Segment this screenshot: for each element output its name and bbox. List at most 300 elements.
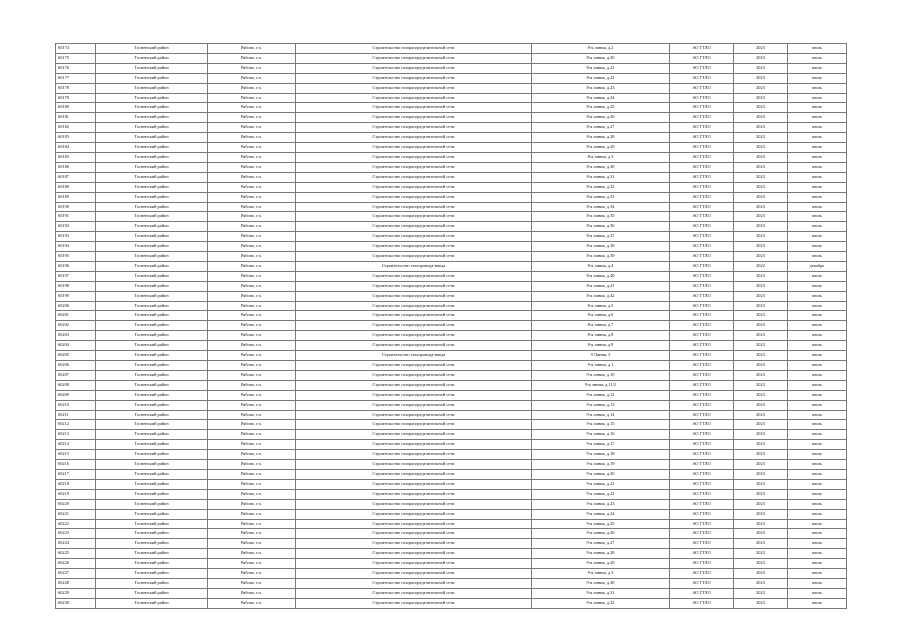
month-cell: июль <box>788 341 847 351</box>
month-cell: июль <box>788 529 847 539</box>
address-cell: 9-я линия, д.21 <box>532 479 670 489</box>
year-cell: 2023 <box>734 549 788 559</box>
year-cell: 2022 <box>734 261 788 271</box>
locality-cell: Рябово, г.п. <box>208 271 296 281</box>
record-id-cell: 60180 <box>56 103 96 113</box>
locality-cell: Рябово, г.п. <box>208 152 296 162</box>
organization-cell: АО ГТЛО <box>670 311 734 321</box>
month-cell: июль <box>788 420 847 430</box>
work-type-cell: Строительство газораспределительной сети <box>296 440 532 450</box>
month-cell: июль <box>788 400 847 410</box>
organization-cell: АО ГТЛО <box>670 113 734 123</box>
year-cell: 2023 <box>734 569 788 579</box>
locality-cell: Рябово, г.п. <box>208 529 296 539</box>
locality-cell: Рябово, г.п. <box>208 172 296 182</box>
district-cell: Тосненский район <box>96 410 208 420</box>
address-cell: 9-я линия, д.19 <box>532 460 670 470</box>
address-cell: 8-я линия, д.32 <box>532 182 670 192</box>
address-cell: 8-я линия, д.29 <box>532 143 670 153</box>
organization-cell: АО ГТЛО <box>670 539 734 549</box>
work-type-cell: Строительство газораспределительной сети <box>296 370 532 380</box>
work-type-cell: Строительство газораспределительной сети <box>296 242 532 252</box>
locality-cell: Рябово, г.п. <box>208 380 296 390</box>
year-cell: 2023 <box>734 162 788 172</box>
district-cell: Тосненский район <box>96 351 208 361</box>
work-type-cell: Строительство газораспределительной сети <box>296 162 532 172</box>
record-id-cell: 60206 <box>56 361 96 371</box>
address-cell: 9-я линия, д.11/2 <box>532 380 670 390</box>
address-cell: 8-я линия, д.7 <box>532 321 670 331</box>
year-cell: 2023 <box>734 222 788 232</box>
table-row <box>56 499 847 509</box>
locality-cell: Рябово, г.п. <box>208 321 296 331</box>
work-type-cell: Строительство газораспределительной сети <box>296 460 532 470</box>
year-cell: 2023 <box>734 331 788 341</box>
table-row <box>56 479 847 489</box>
table-row <box>56 341 847 351</box>
district-cell: Тосненский район <box>96 539 208 549</box>
table-row <box>56 143 847 153</box>
month-cell: июль <box>788 549 847 559</box>
record-id-cell: 60210 <box>56 400 96 410</box>
locality-cell: Рябово, г.п. <box>208 509 296 519</box>
district-cell: Тосненский район <box>96 162 208 172</box>
month-cell: июль <box>788 301 847 311</box>
work-type-cell: Строительство газораспределительной сети <box>296 202 532 212</box>
address-cell: 8-я линия, д.27 <box>532 123 670 133</box>
district-cell: Тосненский район <box>96 192 208 202</box>
organization-cell: АО ГТЛО <box>670 232 734 242</box>
record-id-cell: 60202 <box>56 321 96 331</box>
work-type-cell: Строительство газораспределительной сети <box>296 103 532 113</box>
table-row <box>56 133 847 143</box>
year-cell: 2023 <box>734 143 788 153</box>
locality-cell: Рябово, г.п. <box>208 113 296 123</box>
record-id-cell: 60201 <box>56 311 96 321</box>
district-cell: Тосненский район <box>96 489 208 499</box>
locality-cell: Рябово, г.п. <box>208 301 296 311</box>
record-id-cell: 60198 <box>56 281 96 291</box>
month-cell: июль <box>788 489 847 499</box>
organization-cell: АО ГТЛО <box>670 162 734 172</box>
work-type-cell: Строительство газораспределительной сети <box>296 252 532 262</box>
address-cell: 9-я линия, д.28 <box>532 549 670 559</box>
month-cell: июль <box>788 390 847 400</box>
year-cell: 2023 <box>734 370 788 380</box>
year-cell: 2023 <box>734 598 788 608</box>
record-id-cell: 60223 <box>56 529 96 539</box>
record-id-cell: 60189 <box>56 192 96 202</box>
month-cell: июль <box>788 351 847 361</box>
work-type-cell: Строительство газораспределительной сети <box>296 83 532 93</box>
locality-cell: Рябово, г.п. <box>208 430 296 440</box>
locality-cell: Рябово, г.п. <box>208 242 296 252</box>
table-row <box>56 559 847 569</box>
district-cell: Тосненский район <box>96 143 208 153</box>
year-cell: 2023 <box>734 559 788 569</box>
record-id-cell: 60191 <box>56 212 96 222</box>
record-id-cell: 60226 <box>56 559 96 569</box>
record-id-cell: 60230 <box>56 598 96 608</box>
address-cell: 8-я линия, д.42 <box>532 291 670 301</box>
work-type-cell: Строительство газораспределительной сети <box>296 361 532 371</box>
year-cell: 2023 <box>734 113 788 123</box>
organization-cell: АО ГТЛО <box>670 519 734 529</box>
organization-cell: АО ГТЛО <box>670 63 734 73</box>
table-row <box>56 519 847 529</box>
year-cell: 2023 <box>734 440 788 450</box>
year-cell: 2023 <box>734 281 788 291</box>
address-cell: 9-я линия, д.17 <box>532 440 670 450</box>
year-cell: 2023 <box>734 430 788 440</box>
district-cell: Тосненский район <box>96 113 208 123</box>
month-cell: июль <box>788 539 847 549</box>
address-cell: 8-я линия, д.5 <box>532 301 670 311</box>
table-row <box>56 83 847 93</box>
month-cell: июль <box>788 182 847 192</box>
record-id-cell: 60207 <box>56 370 96 380</box>
organization-cell: АО ГТЛО <box>670 440 734 450</box>
month-cell: июль <box>788 569 847 579</box>
locality-cell: Рябово, г.п. <box>208 450 296 460</box>
address-cell: 8-я линия, д.20 <box>532 53 670 63</box>
record-id-cell: 60220 <box>56 499 96 509</box>
table-row <box>56 529 847 539</box>
year-cell: 2023 <box>734 232 788 242</box>
work-type-cell: Строительство газораспределительной сети <box>296 232 532 242</box>
district-cell: Тосненский район <box>96 361 208 371</box>
address-cell: 8-я линия, д.4 <box>532 261 670 271</box>
month-cell: июль <box>788 380 847 390</box>
district-cell: Тосненский район <box>96 83 208 93</box>
year-cell: 2023 <box>734 390 788 400</box>
organization-cell: АО ГТЛО <box>670 53 734 63</box>
district-cell: Тосненский район <box>96 380 208 390</box>
table-row <box>56 123 847 133</box>
address-cell: 9-я линия, д.24 <box>532 509 670 519</box>
month-cell: декабрь <box>788 261 847 271</box>
locality-cell: Рябово, г.п. <box>208 598 296 608</box>
work-type-cell: Строительство газораспределительной сети <box>296 192 532 202</box>
work-type-cell: Строительство газораспределительной сети <box>296 172 532 182</box>
year-cell: 2023 <box>734 539 788 549</box>
year-cell: 2023 <box>734 301 788 311</box>
table-row <box>56 430 847 440</box>
organization-cell: АО ГТЛО <box>670 361 734 371</box>
district-cell: Тосненский район <box>96 519 208 529</box>
work-type-cell: Строительство газораспределительной сети <box>296 341 532 351</box>
record-id-cell: 60219 <box>56 489 96 499</box>
table-body <box>56 44 847 609</box>
table-row <box>56 281 847 291</box>
district-cell: Тосненский район <box>96 63 208 73</box>
locality-cell: Рябово, г.п. <box>208 103 296 113</box>
work-type-cell: Строительство газораспределительной сети <box>296 390 532 400</box>
organization-cell: АО ГТЛО <box>670 499 734 509</box>
locality-cell: Рябово, г.п. <box>208 559 296 569</box>
organization-cell: АО ГТЛО <box>670 569 734 579</box>
record-id-cell: 60203 <box>56 331 96 341</box>
record-id-cell: 60209 <box>56 390 96 400</box>
year-cell: 2023 <box>734 420 788 430</box>
organization-cell: АО ГТЛО <box>670 192 734 202</box>
address-cell: 9-я линия, д.31 <box>532 588 670 598</box>
year-cell: 2023 <box>734 192 788 202</box>
organization-cell: АО ГТЛО <box>670 390 734 400</box>
year-cell: 2023 <box>734 588 788 598</box>
record-id-cell: 60222 <box>56 519 96 529</box>
address-cell: 8-я линия, д.28 <box>532 133 670 143</box>
year-cell: 2023 <box>734 469 788 479</box>
locality-cell: Рябово, г.п. <box>208 93 296 103</box>
district-cell: Тосненский район <box>96 222 208 232</box>
district-cell: Тосненский район <box>96 578 208 588</box>
record-id-cell: 60185 <box>56 152 96 162</box>
district-cell: Тосненский район <box>96 321 208 331</box>
district-cell: Тосненский район <box>96 152 208 162</box>
locality-cell: Рябово, г.п. <box>208 351 296 361</box>
month-cell: июль <box>788 242 847 252</box>
locality-cell: Рябово, г.п. <box>208 73 296 83</box>
district-cell: Тосненский район <box>96 499 208 509</box>
year-cell: 2023 <box>734 172 788 182</box>
record-id-cell: 60218 <box>56 479 96 489</box>
address-cell: 9-я линия, д.20 <box>532 469 670 479</box>
locality-cell: Рябово, г.п. <box>208 341 296 351</box>
locality-cell: Рябово, г.п. <box>208 143 296 153</box>
district-cell: Тосненский район <box>96 133 208 143</box>
address-cell: 8-я линия, д.25 <box>532 103 670 113</box>
address-cell: 9-я линия, д.14 <box>532 410 670 420</box>
address-cell: 8-я линия, д.8 <box>532 331 670 341</box>
record-id-cell: 60216 <box>56 460 96 470</box>
record-id-cell: 60224 <box>56 539 96 549</box>
table-row <box>56 489 847 499</box>
organization-cell: АО ГТЛО <box>670 172 734 182</box>
month-cell: июль <box>788 578 847 588</box>
record-id-cell: 60196 <box>56 261 96 271</box>
locality-cell: Рябово, г.п. <box>208 370 296 380</box>
district-cell: Тосненский район <box>96 450 208 460</box>
district-cell: Тосненский район <box>96 261 208 271</box>
year-cell: 2023 <box>734 44 788 54</box>
locality-cell: Рябово, г.п. <box>208 460 296 470</box>
table-row <box>56 53 847 63</box>
work-type-cell: Строительство газопровода-ввода <box>296 261 532 271</box>
table-row <box>56 222 847 232</box>
work-type-cell: Строительство газораспределительной сети <box>296 539 532 549</box>
table-row <box>56 410 847 420</box>
record-id-cell: 60204 <box>56 341 96 351</box>
locality-cell: Рябово, г.п. <box>208 479 296 489</box>
locality-cell: Рябово, г.п. <box>208 44 296 54</box>
locality-cell: Рябово, г.п. <box>208 123 296 133</box>
table-row <box>56 172 847 182</box>
address-cell: 9-я линия, д.23 <box>532 499 670 509</box>
table-row <box>56 44 847 54</box>
month-cell: июль <box>788 281 847 291</box>
address-cell: 9-я линия, д.3 <box>532 569 670 579</box>
year-cell: 2023 <box>734 450 788 460</box>
work-type-cell: Строительство газораспределительной сети <box>296 281 532 291</box>
address-cell: 9-я линия, д.15 <box>532 420 670 430</box>
organization-cell: АО ГТЛО <box>670 588 734 598</box>
year-cell: 2023 <box>734 103 788 113</box>
year-cell: 2023 <box>734 410 788 420</box>
month-cell: июль <box>788 410 847 420</box>
address-cell: 9-я линия, д.26 <box>532 529 670 539</box>
address-cell: 9-я линия, д.29 <box>532 559 670 569</box>
year-cell: 2023 <box>734 291 788 301</box>
locality-cell: Рябово, г.п. <box>208 182 296 192</box>
organization-cell: АО ГТЛО <box>670 182 734 192</box>
year-cell: 2023 <box>734 212 788 222</box>
organization-cell: АО ГТЛО <box>670 152 734 162</box>
locality-cell: Рябово, г.п. <box>208 390 296 400</box>
record-id-cell: 60190 <box>56 202 96 212</box>
record-id-cell: 60213 <box>56 430 96 440</box>
organization-cell: АО ГТЛО <box>670 410 734 420</box>
table-row <box>56 232 847 242</box>
district-cell: Тосненский район <box>96 509 208 519</box>
locality-cell: Рябово, г.п. <box>208 578 296 588</box>
work-type-cell: Строительство газораспределительной сети <box>296 321 532 331</box>
record-id-cell: 60217 <box>56 469 96 479</box>
organization-cell: АО ГТЛО <box>670 222 734 232</box>
month-cell: июль <box>788 133 847 143</box>
work-type-cell: Строительство газораспределительной сети <box>296 559 532 569</box>
table-row <box>56 420 847 430</box>
year-cell: 2023 <box>734 152 788 162</box>
record-id-cell: 60195 <box>56 252 96 262</box>
year-cell: 2023 <box>734 341 788 351</box>
record-id-cell: 60215 <box>56 450 96 460</box>
organization-cell: АО ГТЛО <box>670 549 734 559</box>
locality-cell: Рябово, г.п. <box>208 232 296 242</box>
year-cell: 2023 <box>734 123 788 133</box>
record-id-cell: 60229 <box>56 588 96 598</box>
year-cell: 2023 <box>734 529 788 539</box>
table-row <box>56 242 847 252</box>
table-row <box>56 261 847 271</box>
district-cell: Тосненский район <box>96 341 208 351</box>
district-cell: Тосненский район <box>96 529 208 539</box>
locality-cell: Рябово, г.п. <box>208 63 296 73</box>
record-id-cell: 60188 <box>56 182 96 192</box>
organization-cell: АО ГТЛО <box>670 489 734 499</box>
year-cell: 2023 <box>734 489 788 499</box>
organization-cell: АО ГТЛО <box>670 103 734 113</box>
table-row <box>56 162 847 172</box>
district-cell: Тосненский район <box>96 390 208 400</box>
work-type-cell: Строительство газопровода-ввода <box>296 351 532 361</box>
address-cell: 9-я линия, д.10 <box>532 370 670 380</box>
locality-cell: Рябово, г.п. <box>208 549 296 559</box>
address-cell: 9-я линия, д.32 <box>532 598 670 608</box>
month-cell: июль <box>788 143 847 153</box>
locality-cell: Рябово, г.п. <box>208 83 296 93</box>
month-cell: июль <box>788 519 847 529</box>
month-cell: июль <box>788 252 847 262</box>
table-row <box>56 63 847 73</box>
year-cell: 2023 <box>734 252 788 262</box>
table-row <box>56 361 847 371</box>
record-id-cell: 60197 <box>56 271 96 281</box>
work-type-cell: Строительство газораспределительной сети <box>296 311 532 321</box>
work-type-cell: Строительство газораспределительной сети <box>296 380 532 390</box>
work-type-cell: Строительство газораспределительной сети <box>296 73 532 83</box>
address-cell: 9-я линия, д.30 <box>532 578 670 588</box>
table-row <box>56 588 847 598</box>
month-cell: июль <box>788 331 847 341</box>
year-cell: 2023 <box>734 578 788 588</box>
district-cell: Тосненский район <box>96 331 208 341</box>
locality-cell: Рябово, г.п. <box>208 212 296 222</box>
table-row <box>56 549 847 559</box>
district-cell: Тосненский район <box>96 232 208 242</box>
locality-cell: Рябово, г.п. <box>208 361 296 371</box>
month-cell: июль <box>788 509 847 519</box>
address-cell: 8-я линия, д.30 <box>532 162 670 172</box>
record-id-cell: 60212 <box>56 420 96 430</box>
table-row <box>56 321 847 331</box>
district-cell: Тосненский район <box>96 123 208 133</box>
record-id-cell: 60178 <box>56 83 96 93</box>
work-type-cell: Строительство газораспределительной сети <box>296 291 532 301</box>
organization-cell: АО ГТЛО <box>670 202 734 212</box>
table-row <box>56 450 847 460</box>
year-cell: 2023 <box>734 499 788 509</box>
organization-cell: АО ГТЛО <box>670 133 734 143</box>
district-cell: Тосненский район <box>96 301 208 311</box>
organization-cell: АО ГТЛО <box>670 578 734 588</box>
month-cell: июль <box>788 450 847 460</box>
locality-cell: Рябово, г.п. <box>208 469 296 479</box>
district-cell: Тосненский район <box>96 588 208 598</box>
locality-cell: Рябово, г.п. <box>208 499 296 509</box>
work-type-cell: Строительство газораспределительной сети <box>296 152 532 162</box>
address-cell: 8-я линия, д.34 <box>532 202 670 212</box>
address-cell: 8-я линия, д.36 <box>532 222 670 232</box>
address-cell: 8-я линия, д.6 <box>532 311 670 321</box>
organization-cell: АО ГТЛО <box>670 212 734 222</box>
address-cell: 8-я линия, д.2 <box>532 44 670 54</box>
district-cell: Тосненский район <box>96 549 208 559</box>
month-cell: июль <box>788 361 847 371</box>
work-type-cell: Строительство газораспределительной сети <box>296 301 532 311</box>
table-row <box>56 311 847 321</box>
address-cell: 9 Линия, 3 <box>532 351 670 361</box>
address-cell: 8-я линия, д.33 <box>532 192 670 202</box>
table-row <box>56 202 847 212</box>
district-cell: Тосненский район <box>96 182 208 192</box>
table-row <box>56 212 847 222</box>
organization-cell: АО ГТЛО <box>670 430 734 440</box>
year-cell: 2023 <box>734 202 788 212</box>
year-cell: 2023 <box>734 311 788 321</box>
organization-cell: АО ГТЛО <box>670 261 734 271</box>
district-cell: Тосненский район <box>96 93 208 103</box>
work-type-cell: Строительство газораспределительной сети <box>296 410 532 420</box>
address-cell: 9-я линия, д.22 <box>532 489 670 499</box>
work-type-cell: Строительство газораспределительной сети <box>296 549 532 559</box>
address-cell: 8-я линия, д.3 <box>532 152 670 162</box>
work-type-cell: Строительство газораспределительной сети <box>296 598 532 608</box>
locality-cell: Рябово, г.п. <box>208 420 296 430</box>
district-cell: Тосненский район <box>96 559 208 569</box>
record-id-cell: 60225 <box>56 549 96 559</box>
month-cell: июль <box>788 202 847 212</box>
